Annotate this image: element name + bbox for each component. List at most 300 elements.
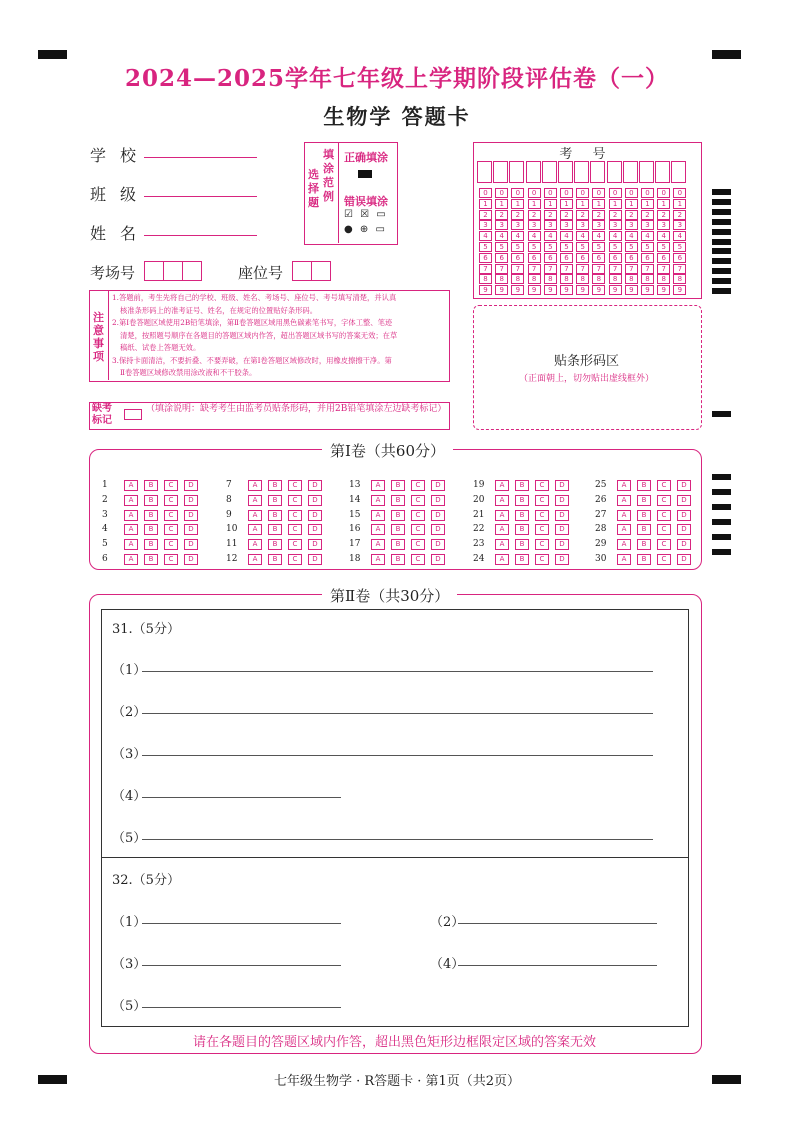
exam-digit-bubble[interactable]: 5 <box>641 242 654 252</box>
answer-bubble-c[interactable]: C <box>164 524 178 535</box>
exam-digit-bubble[interactable]: 4 <box>625 231 638 241</box>
answer-bubble-b[interactable]: B <box>268 510 282 521</box>
exam-digit-bubble[interactable]: 1 <box>641 199 654 209</box>
exam-digit-bubble[interactable]: 8 <box>625 274 638 284</box>
answer-bubble-d[interactable]: D <box>555 495 569 506</box>
answer-bubble-a[interactable]: A <box>371 554 385 565</box>
q32-part5-line[interactable] <box>142 1007 341 1008</box>
question-number: 6 <box>102 554 108 564</box>
exam-digit-bubble[interactable]: 5 <box>528 242 541 252</box>
exam-digit-bubble[interactable]: 8 <box>576 274 589 284</box>
seat-boxes[interactable] <box>292 260 330 281</box>
answer-bubble-d[interactable]: D <box>308 480 322 491</box>
answer-bubble-b[interactable]: B <box>515 495 529 506</box>
exam-digit-bubble[interactable]: 5 <box>544 242 557 252</box>
exam-digit-bubble[interactable]: 2 <box>576 210 589 220</box>
exam-digit-bubble[interactable]: 9 <box>479 285 492 295</box>
exam-digit-bubble[interactable]: 2 <box>657 210 670 220</box>
exam-digit-bubble[interactable]: 6 <box>576 253 589 263</box>
exam-number-cell[interactable] <box>493 161 508 183</box>
exam-digit-bubble[interactable]: 5 <box>495 242 508 252</box>
answer-bubble-a[interactable]: A <box>495 510 509 521</box>
answer-bubble-d[interactable]: D <box>431 539 445 550</box>
answer-bubble-d[interactable]: D <box>184 495 198 506</box>
exam-digit-bubble[interactable]: 4 <box>609 231 622 241</box>
answer-bubble-a[interactable]: A <box>248 539 262 550</box>
exam-digit-bubble[interactable]: 7 <box>511 264 524 274</box>
exam-digit-bubble[interactable]: 9 <box>673 285 686 295</box>
answer-bubble-a[interactable]: A <box>495 554 509 565</box>
exam-digit-bubble[interactable]: 2 <box>673 210 686 220</box>
answer-bubble-b[interactable]: B <box>144 539 158 550</box>
exam-digit-bubble[interactable]: 3 <box>479 220 492 230</box>
exam-digit-bubble[interactable]: 0 <box>479 188 492 198</box>
exam-number-cell[interactable] <box>542 161 557 183</box>
q32-part1-line[interactable] <box>142 923 341 924</box>
exam-digit-bubble[interactable]: 9 <box>625 285 638 295</box>
answer-bubble-a[interactable]: A <box>371 510 385 521</box>
q31-part3-label: （3） <box>112 747 147 762</box>
answer-bubble-b[interactable]: B <box>391 495 405 506</box>
exam-digit-bubble[interactable]: 3 <box>592 220 605 230</box>
exam-digit-bubble[interactable]: 6 <box>528 253 541 263</box>
exam-digit-bubble[interactable]: 5 <box>576 242 589 252</box>
exam-digit-bubble[interactable]: 8 <box>479 274 492 284</box>
exam-room-boxes[interactable] <box>144 260 201 281</box>
answer-bubble-a[interactable]: A <box>124 524 138 535</box>
exam-digit-bubble[interactable]: 4 <box>592 231 605 241</box>
answer-bubble-c[interactable]: C <box>288 495 302 506</box>
exam-digit-bubble[interactable]: 3 <box>528 220 541 230</box>
exam-digit-bubble[interactable]: 7 <box>609 264 622 274</box>
answer-bubble-a[interactable]: A <box>371 480 385 491</box>
exam-digit-bubble[interactable]: 9 <box>560 285 573 295</box>
timing-mark <box>712 474 731 480</box>
answer-bubble-d[interactable]: D <box>184 510 198 521</box>
answer-bubble-a[interactable]: A <box>617 539 631 550</box>
timing-mark <box>712 549 731 555</box>
answer-bubble-d[interactable]: D <box>677 510 691 521</box>
q31-part1-line[interactable] <box>142 671 653 672</box>
q32-part3-line[interactable] <box>142 965 341 966</box>
answer-bubble-c[interactable]: C <box>411 554 425 565</box>
answer-bubble-d[interactable]: D <box>677 524 691 535</box>
answer-bubble-c[interactable]: C <box>535 539 549 550</box>
timing-mark <box>712 248 731 254</box>
answer-bubble-c[interactable]: C <box>288 554 302 565</box>
exam-digit-bubble[interactable]: 5 <box>625 242 638 252</box>
answer-bubble-a[interactable]: A <box>617 510 631 521</box>
answer-bubble-d[interactable]: D <box>677 554 691 565</box>
exam-digit-bubble[interactable]: 3 <box>544 220 557 230</box>
exam-digit-bubble[interactable]: 1 <box>528 199 541 209</box>
answer-bubble-c[interactable]: C <box>288 524 302 535</box>
exam-digit-bubble[interactable]: 0 <box>592 188 605 198</box>
answer-bubble-d[interactable]: D <box>308 539 322 550</box>
answer-bubble-c[interactable]: C <box>411 539 425 550</box>
name-field[interactable] <box>144 235 257 236</box>
fill-example-side-label-2: 填涂范例 <box>323 148 334 203</box>
exam-digit-bubble[interactable]: 5 <box>479 242 492 252</box>
exam-digit-bubble[interactable]: 2 <box>609 210 622 220</box>
exam-digit-bubble[interactable]: 7 <box>641 264 654 274</box>
exam-digit-bubble[interactable]: 2 <box>544 210 557 220</box>
exam-digit-bubble[interactable]: 4 <box>495 231 508 241</box>
answer-bubble-d[interactable]: D <box>431 510 445 521</box>
exam-digit-bubble[interactable]: 2 <box>641 210 654 220</box>
answer-bubble-c[interactable]: C <box>657 554 671 565</box>
answer-bubble-a[interactable]: A <box>495 480 509 491</box>
answer-bubble-a[interactable]: A <box>248 480 262 491</box>
answer-bubble-d[interactable]: D <box>308 524 322 535</box>
answer-bubble-b[interactable]: B <box>637 495 651 506</box>
exam-digit-bubble[interactable]: 7 <box>625 264 638 274</box>
exam-digit-bubble[interactable]: 4 <box>657 231 670 241</box>
answer-bubble-d[interactable]: D <box>555 524 569 535</box>
exam-digit-bubble[interactable]: 8 <box>511 274 524 284</box>
exam-digit-bubble[interactable]: 8 <box>560 274 573 284</box>
exam-digit-bubble[interactable]: 5 <box>609 242 622 252</box>
exam-digit-bubble[interactable]: 7 <box>673 264 686 274</box>
exam-digit-bubble[interactable]: 9 <box>641 285 654 295</box>
q32-part2-line[interactable] <box>458 923 657 924</box>
answer-bubble-c[interactable]: C <box>657 495 671 506</box>
answer-bubble-b[interactable]: B <box>515 510 529 521</box>
exam-number-cell[interactable] <box>509 161 524 183</box>
answer-bubble-d[interactable]: D <box>431 480 445 491</box>
exam-digit-bubble[interactable]: 7 <box>528 264 541 274</box>
answer-bubble-c[interactable]: C <box>164 480 178 491</box>
exam-digit-bubble[interactable]: 4 <box>560 231 573 241</box>
answer-bubble-b[interactable]: B <box>144 554 158 565</box>
answer-bubble-b[interactable]: B <box>268 495 282 506</box>
exam-digit-bubble[interactable]: 9 <box>609 285 622 295</box>
answer-bubble-d[interactable]: D <box>184 524 198 535</box>
question-number: 23 <box>473 539 485 550</box>
answer-bubble-a[interactable]: A <box>248 510 262 521</box>
exam-digit-bubble[interactable]: 6 <box>673 253 686 263</box>
answer-bubble-b[interactable]: B <box>144 524 158 535</box>
answer-bubble-b[interactable]: B <box>637 510 651 521</box>
exam-digit-bubble[interactable]: 9 <box>495 285 508 295</box>
exam-digit-bubble[interactable]: 7 <box>495 264 508 274</box>
question-number: 22 <box>473 524 485 535</box>
exam-digit-bubble[interactable]: 8 <box>544 274 557 284</box>
answer-bubble-a[interactable]: A <box>495 524 509 535</box>
exam-digit-bubble[interactable]: 1 <box>544 199 557 209</box>
answer-bubble-c[interactable]: C <box>164 495 178 506</box>
exam-number-cell[interactable] <box>574 161 589 183</box>
answer-bubble-d[interactable]: D <box>555 480 569 491</box>
exam-digit-bubble[interactable]: 1 <box>511 199 524 209</box>
answer-bubble-b[interactable]: B <box>268 480 282 491</box>
exam-digit-bubble[interactable]: 8 <box>657 274 670 284</box>
exam-digit-bubble[interactable]: 2 <box>560 210 573 220</box>
answer-bubble-b[interactable]: B <box>515 524 529 535</box>
exam-digit-bubble[interactable]: 1 <box>592 199 605 209</box>
answer-bubble-b[interactable]: B <box>144 495 158 506</box>
exam-digit-bubble[interactable]: 6 <box>544 253 557 263</box>
exam-digit-bubble[interactable]: 9 <box>576 285 589 295</box>
answer-bubble-d[interactable]: D <box>431 524 445 535</box>
exam-number-cell[interactable] <box>671 161 686 183</box>
answer-bubble-b[interactable]: B <box>391 539 405 550</box>
exam-digit-bubble[interactable]: 3 <box>673 220 686 230</box>
answer-bubble-c[interactable]: C <box>411 510 425 521</box>
q31-part2-line[interactable] <box>142 713 653 714</box>
exam-digit-bubble[interactable]: 9 <box>657 285 670 295</box>
answer-bubble-d[interactable]: D <box>308 554 322 565</box>
exam-digit-bubble[interactable]: 1 <box>625 199 638 209</box>
answer-bubble-b[interactable]: B <box>391 510 405 521</box>
answer-bubble-c[interactable]: C <box>657 524 671 535</box>
exam-digit-bubble[interactable]: 5 <box>657 242 670 252</box>
q31-title: 31.（5分） <box>112 622 180 637</box>
exam-digit-bubble[interactable]: 8 <box>641 274 654 284</box>
exam-number-cell[interactable] <box>655 161 670 183</box>
exam-digit-bubble[interactable]: 2 <box>511 210 524 220</box>
exam-digit-bubble[interactable]: 8 <box>528 274 541 284</box>
answer-bubble-d[interactable]: D <box>677 495 691 506</box>
answer-bubble-d[interactable]: D <box>184 539 198 550</box>
answer-bubble-b[interactable]: B <box>391 480 405 491</box>
exam-digit-bubble[interactable]: 8 <box>495 274 508 284</box>
exam-digit-bubble[interactable]: 5 <box>673 242 686 252</box>
answer-bubble-a[interactable]: A <box>124 554 138 565</box>
answer-bubble-d[interactable]: D <box>184 480 198 491</box>
exam-number-cell[interactable] <box>623 161 638 183</box>
exam-digit-bubble[interactable]: 1 <box>673 199 686 209</box>
exam-digit-bubble[interactable]: 0 <box>625 188 638 198</box>
q31-part4-line[interactable] <box>142 797 341 798</box>
question-row <box>102 546 204 565</box>
answer-bubble-b[interactable]: B <box>637 554 651 565</box>
answer-bubble-a[interactable]: A <box>124 539 138 550</box>
exam-digit-bubble[interactable]: 7 <box>560 264 573 274</box>
answer-bubble-a[interactable]: A <box>124 510 138 521</box>
answer-bubble-d[interactable]: D <box>555 510 569 521</box>
exam-digit-bubble[interactable]: 5 <box>592 242 605 252</box>
exam-number-cell[interactable] <box>477 161 492 183</box>
exam-digit-bubble[interactable]: 3 <box>609 220 622 230</box>
answer-bubble-d[interactable]: D <box>431 495 445 506</box>
exam-digit-bubble[interactable]: 9 <box>528 285 541 295</box>
answer-bubble-a[interactable]: A <box>248 524 262 535</box>
exam-digit-bubble[interactable]: 0 <box>544 188 557 198</box>
exam-number-cell[interactable] <box>639 161 654 183</box>
answer-bubble-a[interactable]: A <box>124 495 138 506</box>
exam-digit-bubble[interactable]: 1 <box>609 199 622 209</box>
exam-digit-bubble[interactable]: 7 <box>479 264 492 274</box>
answer-bubble-c[interactable]: C <box>288 510 302 521</box>
answer-bubble-c[interactable]: C <box>411 524 425 535</box>
exam-digit-bubble[interactable]: 2 <box>625 210 638 220</box>
exam-digit-bubble[interactable]: 2 <box>479 210 492 220</box>
answer-bubble-b[interactable]: B <box>268 524 282 535</box>
answer-bubble-b[interactable]: B <box>391 554 405 565</box>
exam-digit-bubble[interactable]: 7 <box>576 264 589 274</box>
answer-bubble-a[interactable]: A <box>371 524 385 535</box>
answer-bubble-c[interactable]: C <box>164 539 178 550</box>
exam-digit-bubble[interactable]: 9 <box>592 285 605 295</box>
answer-bubble-d[interactable]: D <box>677 539 691 550</box>
exam-digit-bubble[interactable]: 6 <box>657 253 670 263</box>
answer-bubble-b[interactable]: B <box>268 554 282 565</box>
answer-bubble-a[interactable]: A <box>617 495 631 506</box>
exam-digit-bubble[interactable]: 2 <box>528 210 541 220</box>
exam-digit-bubble[interactable]: 0 <box>609 188 622 198</box>
answer-bubble-b[interactable]: B <box>637 524 651 535</box>
answer-bubble-a[interactable]: A <box>371 495 385 506</box>
exam-digit-bubble[interactable]: 4 <box>641 231 654 241</box>
answer-bubble-c[interactable]: C <box>288 480 302 491</box>
answer-bubble-a[interactable]: A <box>617 554 631 565</box>
exam-digit-bubble[interactable]: 5 <box>511 242 524 252</box>
exam-digit-bubble[interactable]: 9 <box>544 285 557 295</box>
answer-bubble-c[interactable]: C <box>411 480 425 491</box>
exam-digit-bubble[interactable]: 1 <box>576 199 589 209</box>
exam-digit-bubble[interactable]: 0 <box>673 188 686 198</box>
class-field[interactable] <box>144 196 257 197</box>
answer-bubble-d[interactable]: D <box>555 554 569 565</box>
q31-part1-label: （1） <box>112 663 147 678</box>
exam-digit-bubble[interactable]: 8 <box>592 274 605 284</box>
q31-part2-label: （2） <box>112 705 147 720</box>
timing-mark <box>712 258 731 264</box>
answer-bubble-b[interactable]: B <box>144 510 158 521</box>
answer-bubble-b[interactable]: B <box>515 480 529 491</box>
answer-bubble-d[interactable]: D <box>555 539 569 550</box>
exam-digit-bubble[interactable]: 6 <box>560 253 573 263</box>
answer-bubble-c[interactable]: C <box>535 554 549 565</box>
answer-bubble-d[interactable]: D <box>677 480 691 491</box>
answer-bubble-c[interactable]: C <box>535 510 549 521</box>
answer-bubble-d[interactable]: D <box>184 554 198 565</box>
answer-bubble-a[interactable]: A <box>617 480 631 491</box>
answer-bubble-c[interactable]: C <box>411 495 425 506</box>
exam-digit-bubble[interactable]: 1 <box>560 199 573 209</box>
answer-bubble-a[interactable]: A <box>248 554 262 565</box>
answer-bubble-c[interactable]: C <box>657 510 671 521</box>
exam-number-cell[interactable] <box>558 161 573 183</box>
exam-digit-bubble[interactable]: 2 <box>592 210 605 220</box>
answer-bubble-b[interactable]: B <box>144 480 158 491</box>
answer-bubble-b[interactable]: B <box>391 524 405 535</box>
exam-digit-bubble[interactable]: 4 <box>528 231 541 241</box>
answer-bubble-a[interactable]: A <box>371 539 385 550</box>
answer-bubble-b[interactable]: B <box>515 539 529 550</box>
exam-digit-bubble[interactable]: 0 <box>576 188 589 198</box>
barcode-label: 贴条形码区 <box>553 354 619 369</box>
exam-digit-bubble[interactable]: 3 <box>560 220 573 230</box>
exam-digit-bubble[interactable]: 6 <box>609 253 622 263</box>
answer-bubble-c[interactable]: C <box>535 524 549 535</box>
exam-digit-bubble[interactable]: 0 <box>657 188 670 198</box>
question-number: 8 <box>226 494 232 505</box>
answer-bubble-b[interactable]: B <box>268 539 282 550</box>
timing-mark <box>712 534 731 540</box>
exam-digit-bubble[interactable]: 3 <box>576 220 589 230</box>
exam-digit-bubble[interactable]: 4 <box>479 231 492 241</box>
exam-digit-bubble[interactable]: 6 <box>592 253 605 263</box>
exam-digit-bubble[interactable]: 9 <box>511 285 524 295</box>
exam-digit-bubble[interactable]: 0 <box>511 188 524 198</box>
exam-number-cell[interactable] <box>607 161 622 183</box>
answer-bubble-a[interactable]: A <box>617 524 631 535</box>
exam-digit-bubble[interactable]: 1 <box>479 199 492 209</box>
notice-side-label: 注意事项 <box>93 311 104 363</box>
exam-room-label: 考场号 <box>90 264 136 282</box>
exam-digit-bubble[interactable]: 4 <box>673 231 686 241</box>
exam-digit-bubble[interactable]: 3 <box>657 220 670 230</box>
answer-bubble-c[interactable]: C <box>535 495 549 506</box>
exam-digit-bubble[interactable]: 7 <box>592 264 605 274</box>
exam-digit-bubble[interactable]: 1 <box>657 199 670 209</box>
answer-bubble-d[interactable]: D <box>431 554 445 565</box>
answer-bubble-b[interactable]: B <box>637 539 651 550</box>
exam-digit-bubble[interactable]: 7 <box>657 264 670 274</box>
school-label: 学校 <box>90 146 151 165</box>
answer-bubble-b[interactable]: B <box>515 554 529 565</box>
exam-digit-bubble[interactable]: 6 <box>495 253 508 263</box>
answer-bubble-d[interactable]: D <box>308 510 322 521</box>
answer-bubble-c[interactable]: C <box>657 539 671 550</box>
exam-digit-bubble[interactable]: 3 <box>641 220 654 230</box>
exam-digit-bubble[interactable]: 6 <box>641 253 654 263</box>
exam-number-cell[interactable] <box>590 161 605 183</box>
exam-digit-bubble[interactable]: 3 <box>625 220 638 230</box>
exam-digit-bubble[interactable]: 0 <box>495 188 508 198</box>
exam-digit-bubble[interactable]: 3 <box>511 220 524 230</box>
answer-bubble-a[interactable]: A <box>495 539 509 550</box>
exam-digit-bubble[interactable]: 1 <box>495 199 508 209</box>
exam-digit-bubble[interactable]: 7 <box>544 264 557 274</box>
exam-digit-bubble[interactable]: 4 <box>511 231 524 241</box>
exam-digit-bubble[interactable]: 2 <box>495 210 508 220</box>
question-row <box>595 546 697 565</box>
absent-mark-text: （填涂说明：缺考考生由监考员贴条形码，并用2B铅笔填涂左边缺考标记） <box>146 404 447 414</box>
exam-digit-bubble[interactable]: 0 <box>560 188 573 198</box>
exam-digit-bubble[interactable]: 4 <box>544 231 557 241</box>
answer-bubble-c[interactable]: C <box>164 510 178 521</box>
exam-number-cell[interactable] <box>526 161 541 183</box>
exam-digit-bubble[interactable]: 6 <box>511 253 524 263</box>
exam-digit-bubble[interactable]: 0 <box>641 188 654 198</box>
q31-part5-line[interactable] <box>142 839 653 840</box>
absent-mark-bubble[interactable] <box>124 409 142 420</box>
exam-digit-bubble[interactable]: 6 <box>479 253 492 263</box>
exam-digit-bubble[interactable]: 8 <box>673 274 686 284</box>
answer-bubble-c[interactable]: C <box>164 554 178 565</box>
exam-digit-bubble[interactable]: 6 <box>625 253 638 263</box>
answer-bubble-c[interactable]: C <box>535 480 549 491</box>
school-field[interactable] <box>144 157 257 158</box>
q32-part4-line[interactable] <box>458 965 657 966</box>
exam-digit-bubble[interactable]: 5 <box>560 242 573 252</box>
answer-bubble-c[interactable]: C <box>288 539 302 550</box>
answer-bubble-a[interactable]: A <box>248 495 262 506</box>
answer-bubble-b[interactable]: B <box>637 480 651 491</box>
exam-digit-bubble[interactable]: 4 <box>576 231 589 241</box>
answer-bubble-c[interactable]: C <box>657 480 671 491</box>
answer-bubble-a[interactable]: A <box>495 495 509 506</box>
exam-digit-bubble[interactable]: 0 <box>528 188 541 198</box>
q31-part3-line[interactable] <box>142 755 653 756</box>
answer-bubble-a[interactable]: A <box>124 480 138 491</box>
exam-digit-bubble[interactable]: 8 <box>609 274 622 284</box>
exam-digit-bubble[interactable]: 3 <box>495 220 508 230</box>
answer-bubble-d[interactable]: D <box>308 495 322 506</box>
